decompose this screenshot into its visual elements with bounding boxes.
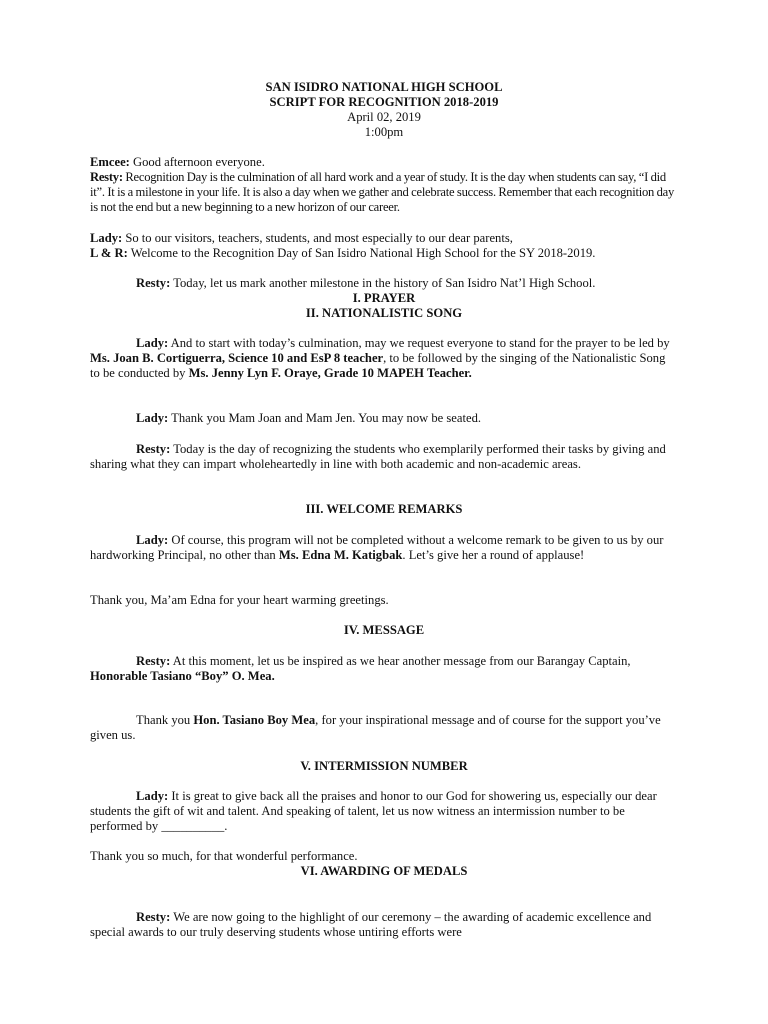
- speaker-label: Resty:: [90, 170, 123, 184]
- speaker-label: Lady:: [90, 231, 123, 245]
- emcee-line: Emcee: Good afternoon everyone.: [90, 155, 265, 169]
- resty-milestone: Resty: Today, let us mark another milestone in the history of San Isidro Nat’l High School.: [136, 276, 596, 290]
- lady-greeting: Lady: So to our visitors, teachers, students, and most especially to our dear parents,: [90, 231, 513, 245]
- section-heading-welcome: III. WELCOME REMARKS: [305, 502, 463, 516]
- script-title: SCRIPT FOR RECOGNITION 2018-2019: [269, 95, 499, 109]
- lr-welcome: L & R: Welcome to the Recognition Day of San Isidro National High School for the SY 2018-2019.: [90, 246, 596, 260]
- section-heading-intermission: V. INTERMISSION NUMBER: [300, 759, 468, 773]
- school-name: SAN ISIDRO NATIONAL HIGH SCHOOL: [265, 80, 503, 94]
- resty-recognizing: Resty: Today is the day of recognizing the students who exemplarily performed their tasks by giving and sharing what they can impart wholeheartedly in line with both academic and non-academic areas.: [90, 442, 666, 472]
- intermission-intro: Lady: It is great to give back all the praises and honor to our God for showering us, especially our dear students the gift of wit and talent. And speaking of talent, let us now witness an intermission number to be performed by __________.: [90, 789, 657, 834]
- speaker-label: Lady:: [136, 533, 169, 547]
- awarding-intro: Resty: We are now going to the highlight of our ceremony – the awarding of academic excellence and special awards to our truly deserving students whose untiring efforts were: [90, 910, 652, 940]
- message-thanks: Thank you Hon. Tasiano Boy Mea, for your inspirational message and of course for the support you’ve given us.: [90, 713, 661, 743]
- prayer-intro: Lady: And to start with today’s culmination, may we request everyone to stand for the prayer to be led by Ms. Joan B. Cortiguerra, Science 10 and EsP 8 teacher, to be followed by the singing of the Nationalistic Song to be conducted by Ms. Jenny Lyn F. Oraye, Grade 10 MAPEH Teacher.: [90, 336, 670, 381]
- event-date: April 02, 2019: [347, 110, 421, 124]
- speaker-label: Lady:: [136, 789, 169, 803]
- section-heading-message: IV. MESSAGE: [343, 623, 425, 637]
- speaker-label: Resty:: [136, 442, 171, 456]
- intermission-thanks: Thank you so much, for that wonderful performance.: [90, 849, 358, 863]
- section-heading-awarding: VI. AWARDING OF MEDALS: [300, 864, 468, 878]
- speaker-label: Emcee:: [90, 155, 130, 169]
- section-heading-song: II. NATIONALISTIC SONG: [305, 306, 463, 320]
- event-time: 1:00pm: [364, 125, 404, 139]
- lady-thanks: Lady: Thank you Mam Joan and Mam Jen. You may now be seated.: [136, 411, 482, 425]
- speaker-label: Resty:: [136, 276, 171, 290]
- message-intro: Resty: At this moment, let us be inspired as we hear another message from our Barangay Captain, Honorable Tasiano “Boy” O. Mea.: [90, 654, 631, 684]
- speaker-label: Resty:: [136, 910, 171, 924]
- welcome-intro: Lady: Of course, this program will not be completed without a welcome remark to be given to us by our hardworking Principal, no other than Ms. Edna M. Katigbak. Let’s give her a round of applause!: [90, 533, 664, 563]
- speaker-label: L & R:: [90, 246, 128, 260]
- resty-opening: Resty: Recognition Day is the culmination of all hard work and a year of study. It is the day when students can say, “I did it”. It is a milestone in your life. It is also a day when we gather and celebrate success. Remember that each recognition day is not the end but a new beginning to a new horizon of our career.: [90, 170, 675, 215]
- welcome-thanks: Thank you, Ma’am Edna for your heart warming greetings.: [90, 593, 389, 607]
- section-heading-prayer: I. PRAYER: [352, 291, 416, 305]
- speaker-label: Lady:: [136, 336, 169, 350]
- speaker-label: Lady:: [136, 411, 169, 425]
- speaker-label: Resty:: [136, 654, 171, 668]
